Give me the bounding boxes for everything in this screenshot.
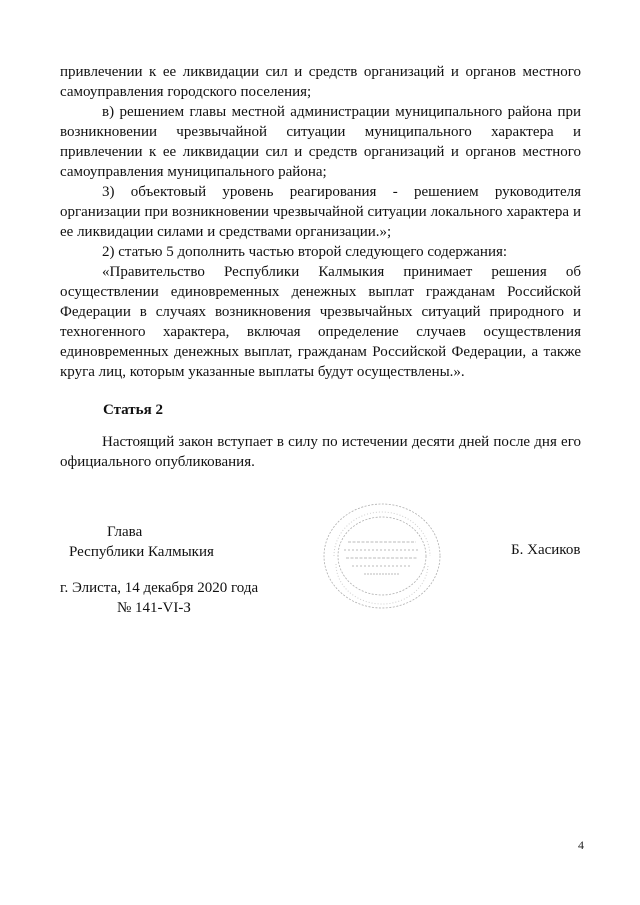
place-date: г. Элиста, 14 декабря 2020 года xyxy=(60,580,259,596)
law-number: № 141-VI-З xyxy=(117,600,191,616)
signatory-name: Б. Хасиков xyxy=(511,542,581,558)
article-text: Настоящий закон вступает в силу по истечении десяти дней после дня его официального опубликования. xyxy=(60,434,581,470)
signatory-title-line1: Глава xyxy=(107,524,143,540)
paragraph-amendment-2: 2) статью 5 дополнить частью второй следующего содержания: xyxy=(102,244,508,260)
signatory-title-line2: Республики Калмыкия xyxy=(69,544,214,560)
article-body xyxy=(60,432,581,472)
article-heading: Статья 2 xyxy=(103,402,163,418)
paragraph-continuation: привлечении к ее ликвидации сил и средств организаций и органов местного самоуправления городского поселения; xyxy=(60,64,581,100)
body-text xyxy=(60,62,581,382)
signatory-title xyxy=(60,522,260,562)
paragraph-item-v: в) решением главы местной администрации муниципального района при возникновении чрезвычайной ситуации муниципального характера и привлечении к ее ликвидации сил и средств организаций и органов местного самоуправления муниципального района; xyxy=(60,104,581,180)
page-number: 4 xyxy=(578,838,584,852)
official-seal xyxy=(320,500,444,612)
paragraph-item-3: 3) объектовый уровень реагирования - решением руководителя организации при возникновении чрезвычайной ситуации локального характера и ее ликвидации силами и средствами организации.»; xyxy=(60,184,581,240)
paragraph-quote: «Правительство Республики Калмыкия принимает решения об осуществлении единовременных денежных выплат гражданам Российской Федерации в случаях возникновения чрезвычайных ситуаций природного и техногенного характера, включая определение случаев осуществления единовременных денежных выплат, гражданам Российской Федерации, а также круга лиц, которым указанные выплаты будут осуществлены.». xyxy=(60,264,581,380)
place-and-number xyxy=(60,578,258,618)
